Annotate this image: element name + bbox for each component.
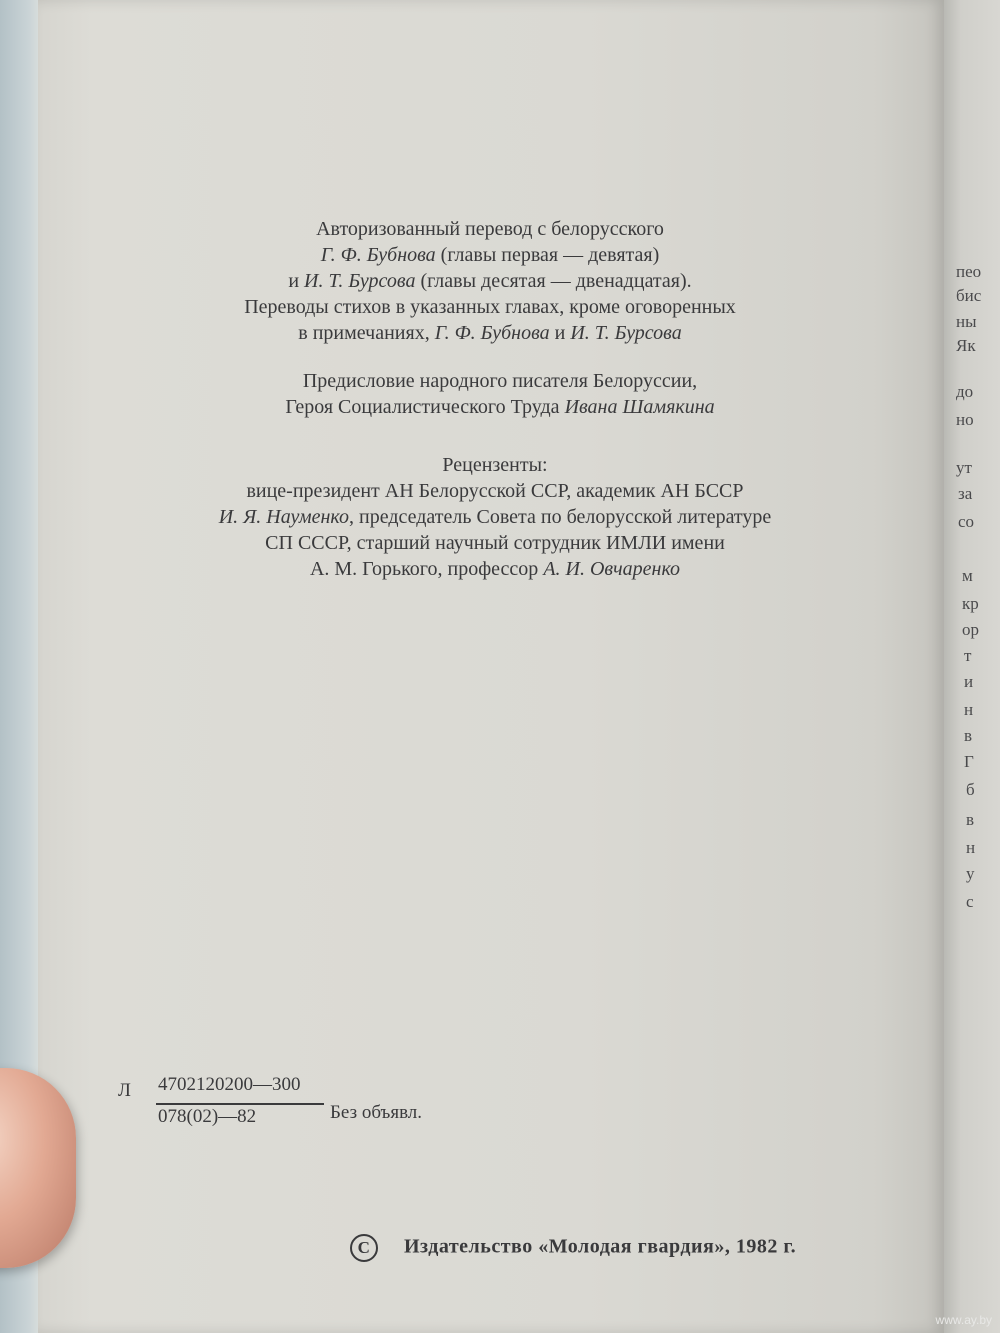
credits-line-2	[130, 242, 850, 268]
translator-name-2: И. Т. Бурсова	[304, 270, 416, 292]
credits-line-3-pre: и	[288, 270, 305, 292]
facing-page-fragment: за	[958, 484, 973, 503]
preface-author-name: Ивана Шамякина	[564, 396, 715, 418]
facing-page-fragment: Як	[956, 336, 976, 355]
facing-page-fragment: бис	[956, 286, 982, 305]
catalog-letter: Л	[118, 1080, 131, 1101]
facing-page-fragment: кр	[962, 594, 979, 613]
catalog-note: Без объявл.	[330, 1102, 423, 1123]
facing-page-fragment: ут	[956, 458, 972, 477]
preface-line-2-pre: Героя Социалистического Труда	[285, 396, 565, 418]
fraction-rule	[156, 1103, 324, 1105]
credits-line-5-name-2: И. Т. Бурсова	[570, 322, 682, 344]
reviewers-line-2-rest: , председатель Совета по белорусской литературе	[349, 506, 772, 528]
preface-line-1: Предисловие народного писателя Белоруссии,	[302, 370, 698, 392]
facing-page-fragment: Г	[964, 752, 974, 771]
facing-page-fragment: в	[966, 810, 975, 829]
credits-line-5	[130, 320, 850, 346]
reviewers-line-2	[110, 504, 880, 530]
reviewers-block	[110, 452, 880, 582]
credits-line-4: Переводы стихов в указанных главах, кроме оговоренных	[244, 296, 736, 318]
facing-page-fragment: н	[966, 838, 976, 857]
credits-line-3-rest: (главы десятая — двенадцатая).	[415, 270, 692, 292]
credits-line-5-mid: и	[549, 322, 571, 344]
facing-page-fragment: до	[956, 382, 974, 401]
facing-page-fragment: ны	[956, 312, 977, 331]
credits-line-3	[130, 268, 850, 294]
facing-page-fragment: пео	[956, 262, 982, 281]
copyright-icon: C	[350, 1234, 378, 1262]
facing-page-fragment: т	[964, 646, 972, 665]
facing-page-fragment: с	[966, 892, 974, 911]
reviewers-line-1: вице-президент АН Белорусской ССР, академик АН БССР	[246, 480, 744, 502]
preface-line-2	[150, 394, 850, 420]
reviewers-line-4	[110, 556, 880, 582]
catalog-denominator: 078(02)—82	[158, 1106, 257, 1127]
credits-line-2-rest: (главы первая — девятая)	[435, 244, 660, 266]
facing-page-fragment: в	[964, 726, 973, 745]
reviewer-name-1: И. Я. Науменко	[218, 506, 350, 528]
facing-page-fragment: ор	[962, 620, 979, 639]
catalog-index	[118, 1074, 538, 1134]
facing-page-fragment: н	[964, 700, 974, 719]
facing-page-fragment: и	[964, 672, 974, 691]
credits-line-1: Авторизованный перевод с белорусского	[316, 218, 664, 240]
reviewers-line-3: СП СССР, старший научный сотрудник ИМЛИ имени	[265, 532, 725, 554]
credits-line-5-pre: в примечаниях,	[298, 322, 435, 344]
reviewers-heading: Рецензенты:	[442, 454, 548, 476]
reviewer-name-2: А. И. Овчаренко	[543, 558, 681, 580]
facing-page-fragment: но	[956, 410, 974, 429]
facing-page-fragment: б	[966, 780, 975, 799]
facing-page-fragment: у	[966, 864, 975, 883]
translator-name-1: Г. Ф. Бубнова	[320, 244, 436, 266]
facing-page-fragment: со	[958, 512, 975, 531]
translation-credits	[130, 216, 850, 346]
watermark: www.ay.by	[935, 1313, 992, 1327]
facing-page	[944, 0, 1000, 1333]
publisher-line	[350, 1234, 910, 1262]
credits-line-5-name-1: Г. Ф. Бубнова	[434, 322, 550, 344]
facing-page-fragment: м	[962, 566, 973, 585]
reviewers-line-4-pre: А. М. Горького, профессор	[309, 558, 544, 580]
catalog-numerator: 4702120200—300	[158, 1074, 301, 1095]
publisher-text: Издательство «Молодая гвардия», 1982 г.	[404, 1235, 797, 1258]
preface-credit	[150, 368, 850, 420]
